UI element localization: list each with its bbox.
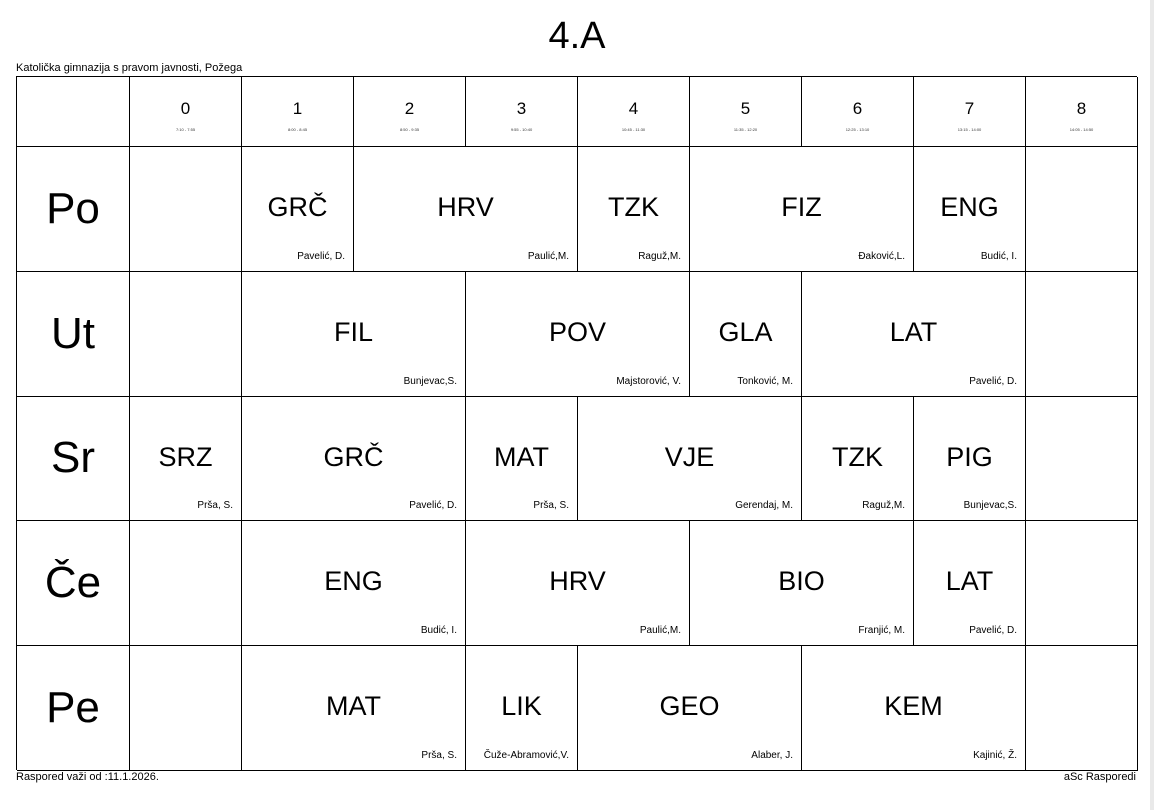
period-header <box>242 77 354 147</box>
lesson-subject: MAT <box>494 441 549 472</box>
lesson-subject: HRV <box>549 566 606 597</box>
period-time: 11:35 - 12:20 <box>733 127 758 132</box>
corner-cell <box>17 77 130 147</box>
period-number: 7 <box>964 99 975 118</box>
period-header <box>578 77 690 147</box>
lesson-cell[interactable] <box>578 646 802 771</box>
lesson-teacher: Prša, S. <box>197 500 233 512</box>
lesson-teacher: Raguž,M. <box>862 500 905 512</box>
lesson-teacher: Bunjevac,S. <box>963 500 1017 512</box>
period-time: 9:55 - 10:40 <box>510 127 533 132</box>
lesson-subject: VJE <box>664 441 715 472</box>
lesson-teacher: Alaber, J. <box>751 749 793 761</box>
timetable-grid <box>16 76 1137 770</box>
lesson-subject: ENG <box>324 566 383 597</box>
lesson-teacher: Tonković, M. <box>737 375 793 387</box>
lesson-cell[interactable] <box>802 397 914 522</box>
lesson-cell[interactable] <box>466 272 690 397</box>
period-number: 4 <box>628 99 639 118</box>
period-number: 6 <box>852 99 863 118</box>
lesson-subject: POV <box>548 316 607 347</box>
lesson-teacher: Pavelić, D. <box>409 500 457 512</box>
lesson-cell[interactable] <box>914 397 1026 522</box>
lesson-cell[interactable] <box>242 646 466 771</box>
period-header <box>1026 77 1138 147</box>
lesson-teacher: Prša, S. <box>533 500 569 512</box>
lesson-cell[interactable] <box>242 272 466 397</box>
empty-slot <box>130 147 242 272</box>
lesson-teacher: Raguž,M. <box>638 250 681 262</box>
period-number: 0 <box>180 99 191 118</box>
lesson-subject: ENG <box>940 192 999 222</box>
lesson-teacher: Prša, S. <box>421 749 457 761</box>
lesson-subject: GRČ <box>323 441 384 472</box>
lesson-teacher: Majstorović, V. <box>616 375 681 387</box>
period-header <box>130 77 242 147</box>
period-header <box>914 77 1026 147</box>
lesson-subject: GRČ <box>267 192 328 222</box>
lesson-cell[interactable] <box>802 646 1026 771</box>
empty-slot <box>130 272 242 397</box>
lesson-teacher: Paulić,M. <box>527 250 569 262</box>
lesson-subject: KEM <box>884 691 943 722</box>
period-header <box>690 77 802 147</box>
lesson-subject: FIZ <box>781 192 822 222</box>
empty-slot <box>1026 397 1138 522</box>
lesson-cell[interactable] <box>690 521 914 646</box>
lesson-teacher: Franjić, M. <box>858 625 905 637</box>
lesson-cell[interactable] <box>914 147 1026 272</box>
empty-slot <box>1026 147 1138 272</box>
lesson-cell[interactable] <box>354 147 578 272</box>
period-time: 10:45 - 11:30 <box>621 127 646 132</box>
lesson-subject: TZK <box>832 441 883 472</box>
period-time: 8:50 - 9:35 <box>399 127 420 132</box>
lesson-cell[interactable] <box>242 521 466 646</box>
lesson-cell[interactable] <box>466 521 690 646</box>
lesson-subject: GEO <box>659 691 720 722</box>
day-label: Pe <box>17 646 130 771</box>
period-time: 13:15 - 14:00 <box>957 127 982 132</box>
lesson-teacher: Đaković,L. <box>858 250 905 262</box>
lesson-cell[interactable] <box>578 397 802 522</box>
lesson-teacher: Paulić,M. <box>639 625 681 637</box>
brand-label: aSc Rasporedi <box>1063 771 1136 783</box>
lesson-teacher: Kajinić, Ž. <box>973 749 1017 761</box>
lesson-teacher: Pavelić, D. <box>297 250 345 262</box>
lesson-subject: GLA <box>718 316 773 347</box>
lesson-subject: SRZ <box>158 441 213 472</box>
lesson-subject: PIG <box>946 441 993 472</box>
period-number: 3 <box>516 99 527 118</box>
valid-from-note: Raspored važi od :11.1.2026. <box>16 771 159 783</box>
lesson-teacher: Čuže-Abramović,V. <box>483 749 569 761</box>
lesson-cell[interactable] <box>466 646 578 771</box>
lesson-cell[interactable] <box>578 147 690 272</box>
period-header <box>354 77 466 147</box>
day-label: Sr <box>17 397 130 522</box>
day-label: Ut <box>17 272 130 397</box>
lesson-subject: LAT <box>889 316 938 347</box>
day-label: Če <box>17 521 130 646</box>
period-time: 7:10 - 7:55 <box>175 127 196 132</box>
lesson-cell[interactable] <box>466 397 578 522</box>
period-time: 12:25 - 13:10 <box>845 127 870 132</box>
lesson-teacher: Budić, I. <box>420 625 457 637</box>
period-number: 2 <box>404 99 415 118</box>
lesson-cell[interactable] <box>130 397 242 522</box>
lesson-cell[interactable] <box>914 521 1026 646</box>
lesson-subject: BIO <box>778 566 825 597</box>
period-number: 5 <box>740 99 751 118</box>
lesson-cell[interactable] <box>242 147 354 272</box>
school-name: Katolička gimnazija s pravom javnosti, Požega <box>16 62 243 74</box>
lesson-teacher: Bunjevac,S. <box>403 375 457 387</box>
period-time: 8:00 - 8:45 <box>287 127 308 132</box>
empty-slot <box>1026 521 1138 646</box>
period-number: 8 <box>1076 99 1087 118</box>
lesson-subject: MAT <box>326 691 381 722</box>
period-header <box>466 77 578 147</box>
lesson-subject: LAT <box>945 566 994 597</box>
lesson-teacher: Gerendaj, M. <box>735 500 793 512</box>
lesson-cell[interactable] <box>802 272 1026 397</box>
lesson-cell[interactable] <box>690 272 802 397</box>
lesson-subject: TZK <box>608 192 659 222</box>
day-label: Po <box>17 147 130 272</box>
lesson-subject: FIL <box>333 316 373 347</box>
lesson-subject: LIK <box>501 691 542 722</box>
lesson-teacher: Pavelić, D. <box>969 625 1017 637</box>
period-time: 14:05 - 14:50 <box>1069 127 1094 132</box>
lesson-subject: HRV <box>437 192 494 222</box>
period-header <box>802 77 914 147</box>
lesson-cell[interactable] <box>242 397 466 522</box>
lesson-cell[interactable] <box>690 147 914 272</box>
page-title: 4.A <box>548 15 606 57</box>
empty-slot <box>130 521 242 646</box>
empty-slot <box>130 646 242 771</box>
empty-slot <box>1026 646 1138 771</box>
lesson-teacher: Budić, I. <box>980 250 1017 262</box>
empty-slot <box>1026 272 1138 397</box>
period-number: 1 <box>292 99 303 118</box>
lesson-teacher: Pavelić, D. <box>969 375 1017 387</box>
page-edge <box>1150 0 1154 810</box>
